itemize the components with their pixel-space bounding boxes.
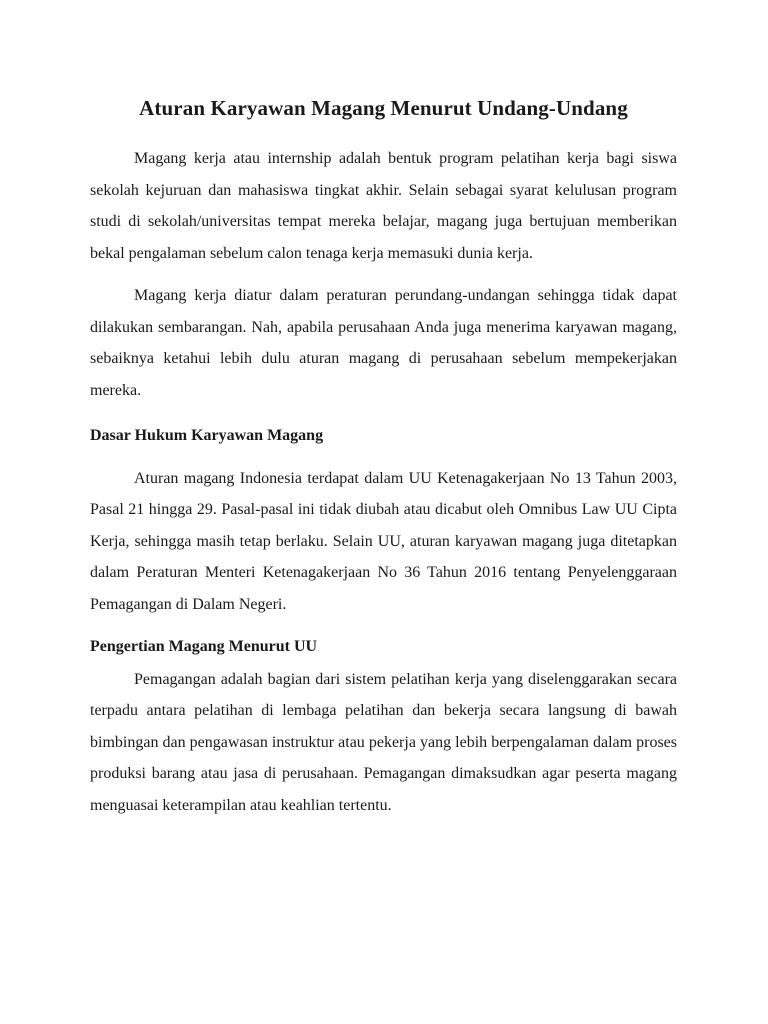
section-body-dasar-hukum: Aturan magang Indonesia terdapat dalam UU Ketenagakerjaan No 13 Tahun 2003, Pasal 21 hingga 29. Pasal-pasal ini tidak diubah atau dicabut oleh Omnibus Law UU Cipta Kerja, sehingga masih tetap berlaku. Selain UU, aturan karyawan magang juga ditetapkan dalam Peraturan Menteri Ketenagakerjaan No 36 Tahun 2016 tentang Penyelenggaraan Pemagangan di Dalam Negeri. <box>90 469 677 613</box>
intro-paragraph-1: Magang kerja atau internship adalah bentuk program pelatihan kerja bagi siswa sekolah kejuruan dan mahasiswa tingkat akhir. Selain sebagai syarat kelulusan program studi di sekolah/universitas tempat mereka belajar, magang juga bertujuan memberikan bekal pengalaman sebelum calon tenaga kerja memasuki dunia kerja. <box>90 150 677 262</box>
section-body-pengertian: Pemagangan adalah bagian dari sistem pelatihan kerja yang diselenggarakan secara terpadu antara pelatihan di lembaga pelatihan dan bekerja secara langsung di bawah bimbingan dan pengawasan instruktur atau pekerja yang lebih berpengalaman dalam proses produksi barang atau jasa di perusahaan. Pemagangan dimaksudkan agar peserta magang menguasai keterampilan atau keahlian tertentu. <box>90 670 677 814</box>
section-heading-dasar-hukum: Dasar Hukum Karyawan Magang <box>90 427 324 444</box>
section-heading-pengertian: Pengertian Magang Menurut UU <box>90 638 318 655</box>
intro-paragraph-2: Magang kerja diatur dalam peraturan perundang-undangan sehingga tidak dapat dilakukan sembarangan. Nah, apabila perusahaan Anda juga menerima karyawan magang, sebaiknya ketahui lebih dulu aturan magang di perusahaan sebelum mempekerjakan mereka. <box>90 287 677 399</box>
document-title: Aturan Karyawan Magang Menurut Undang-Undang <box>139 96 628 120</box>
document-page <box>90 86 677 821</box>
